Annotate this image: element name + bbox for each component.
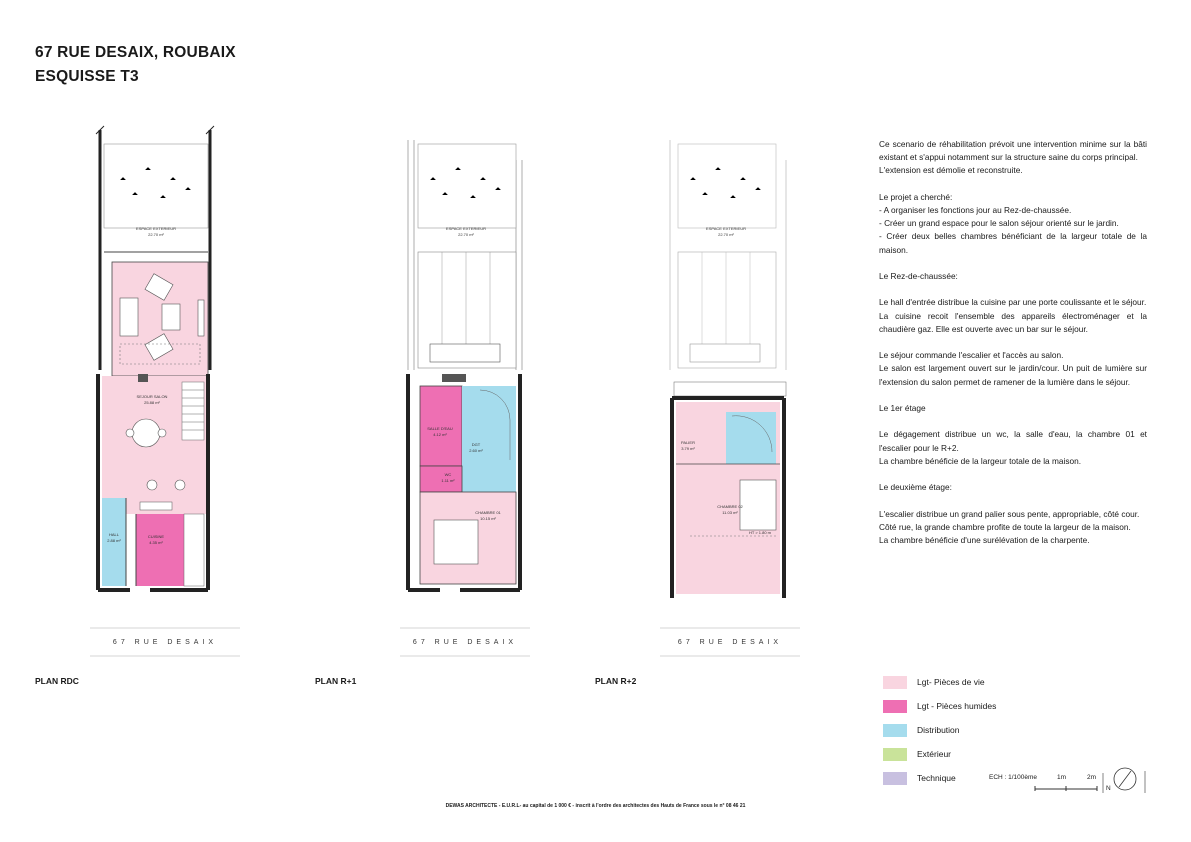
legend-label: Lgt- Pièces de vie <box>917 677 985 687</box>
desc-paragraph: - Créer un grand espace pour le salon séjour orienté sur le jardin. <box>879 218 1119 229</box>
desc-paragraph: Le séjour commande l'escalier et l'accès au salon. <box>879 350 1064 361</box>
desc-paragraph: - Créer deux belles chambres bénéficiant de la largeur totale de la maison. <box>879 231 1147 255</box>
room-area: 1.11 m² <box>441 478 455 483</box>
street-label: 67 RUE DESAIX <box>677 639 783 646</box>
desc-paragraph: L'escalier distribue un grand palier sous pente, appropriable, côté cour. <box>879 508 1140 519</box>
plan-rdc-drawing <box>90 120 240 660</box>
scale-bar <box>985 765 1155 795</box>
room-label: SALLE D'EAU <box>427 426 453 431</box>
room-area: 3.79 m² <box>681 446 695 451</box>
room-label: ESPACE EXTERIEUR <box>446 226 486 231</box>
desc-paragraph: L'extension est démolie et reconstruite. <box>879 165 1023 176</box>
plan-r1-label: PLAN R+1 <box>315 676 357 686</box>
room-label: WC <box>444 472 452 477</box>
legend-swatch <box>883 724 907 737</box>
legend-swatch <box>883 772 907 785</box>
legend-label: Extérieur <box>917 749 952 759</box>
desc-heading: Le projet a cherché: <box>879 191 953 202</box>
legend-item <box>883 670 996 694</box>
legend-label: Lgt - Pièces humides <box>917 701 997 711</box>
room-area: 4.12 m² <box>433 432 447 437</box>
street-label: 67 RUE DESAIX <box>112 639 218 646</box>
legend-swatch <box>883 748 907 761</box>
desc-paragraph: La chambre bénéficie de la largeur totale de la maison. <box>879 455 1082 466</box>
plan-r1-drawing <box>400 120 530 660</box>
desc-heading: Le deuxième étage: <box>879 482 952 493</box>
room-label: ESPACE EXTERIEUR <box>706 226 746 231</box>
project-subtitle: ESQUISSE T3 <box>35 68 139 85</box>
north-label: N <box>1106 785 1111 792</box>
room-area: 4.35 m² <box>149 540 163 545</box>
street-label: 67 RUE DESAIX <box>412 639 518 646</box>
room-area: 10.15 m² <box>480 516 496 521</box>
room-label: CUISINE <box>147 534 165 539</box>
room-area: 22.70 m² <box>718 232 734 237</box>
desc-paragraph: Le dégagement distribue un wc, la salle d'eau, la chambre 01 et l'escalier pour le R+2. <box>879 429 1147 453</box>
project-title: 67 RUE DESAIX, ROUBAIX <box>35 44 236 61</box>
desc-paragraph: La chambre bénéficie d'une surélévation de la charpente. <box>879 534 1090 545</box>
desc-paragraph: - A organiser les fonctions jour au Rez-de-chaussée. <box>879 205 1072 215</box>
legend-swatch <box>883 700 907 713</box>
room-label: DGT <box>471 442 481 447</box>
desc-paragraph: Côté rue, la grande chambre profite de toute la largeur de la maison. <box>879 521 1131 532</box>
room-area: 11.03 m² <box>722 510 738 515</box>
scale-label: ECH : 1/100ème <box>989 774 1038 781</box>
room-area: 2.60 m² <box>469 448 483 453</box>
desc-heading: Le Rez-de-chaussée: <box>879 271 958 281</box>
plan-rdc-label: PLAN RDC <box>35 676 79 686</box>
room-label: HT > 1.80 m <box>748 530 772 535</box>
room-area: 22.70 m² <box>458 232 474 237</box>
scale-tick-2m: 2m <box>1087 774 1097 781</box>
room-label: PALIER <box>681 440 695 445</box>
color-legend <box>883 670 996 790</box>
legend-item <box>883 718 996 742</box>
legend-swatch <box>883 676 907 689</box>
scale-tick-1m: 1m <box>1057 774 1067 781</box>
room-label: SEJOUR SALON <box>136 394 168 399</box>
legend-item <box>883 742 996 766</box>
room-label: HALL <box>108 532 120 537</box>
legend-label: Distribution <box>917 725 960 735</box>
room-label: ESPACE EXTERIEUR <box>136 226 176 231</box>
legend-item <box>883 694 996 718</box>
desc-paragraph: Le hall d'entrée distribue la cuisine par une porte coulissante et le séjour. <box>879 297 1147 308</box>
scale-graphic <box>985 765 1155 795</box>
desc-heading: Le 1er étage <box>879 402 926 413</box>
room-label: CHAMBRE 02 <box>717 504 743 509</box>
room-area: 22.70 m² <box>148 232 164 237</box>
plan-r2-drawing <box>660 120 800 660</box>
legend-label: Technique <box>917 773 956 783</box>
legend-item <box>883 766 996 790</box>
room-area: 2.88 m² <box>107 538 121 543</box>
room-label: CHAMBRE 01 <box>475 510 501 515</box>
plan-r2-label: PLAN R+2 <box>595 676 637 686</box>
description-text <box>879 138 1147 547</box>
desc-paragraph: Le salon est largement ouvert sur le jardin/cour. Un puit de lumière sur l'extension du salon permet de ramener de la lumière dans le séjour. <box>879 363 1147 387</box>
desc-paragraph: La cuisine recoit l'ensemble des appareils électroménager et la chaudière gaz. Elle est ouverte avec un bar sur le séjour. <box>879 310 1147 334</box>
desc-paragraph: Ce scenario de réhabilitation prévoit une intervention minime sur la bâti existant et s'appui notamment sur la structure saine du corps principal. <box>879 139 1147 163</box>
room-area: 25.88 m² <box>144 400 160 405</box>
footer-credit: DEWAS ARCHITECTE - E.U.R.L- au capital de 1 000 € - inscrit à l'ordre des architectes des Hauts de France sous le n° 08 46 21 <box>445 803 746 809</box>
